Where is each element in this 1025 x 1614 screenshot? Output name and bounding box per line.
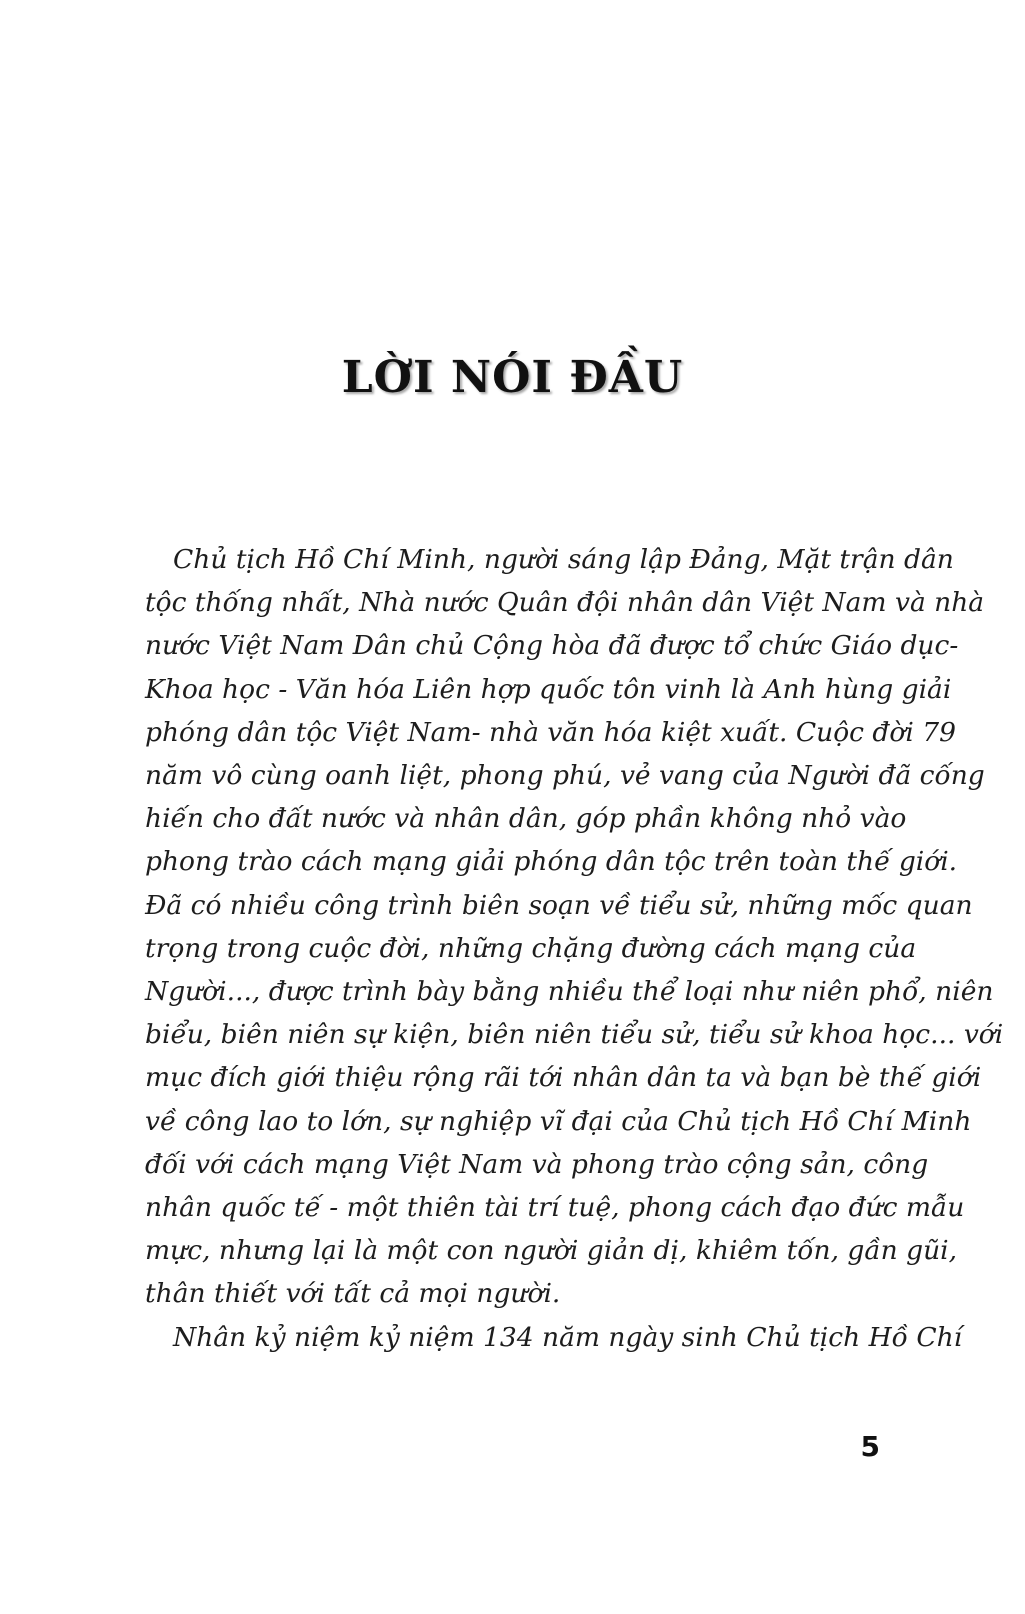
page-number: 5 xyxy=(860,1430,880,1463)
text-line: năm vô cùng oanh liệt, phong phú, vẻ vang của Người đã cống xyxy=(145,760,985,792)
text-line: phóng dân tộc Việt Nam- nhà văn hóa kiệt xuất. Cuộc đời 79 xyxy=(145,716,956,748)
text-line: nhân quốc tế - một thiên tài trí tuệ, phong cách đạo đức mẫu xyxy=(145,1192,965,1224)
text-line: tộc thống nhất, Nhà nước Quân đội nhân dân Việt Nam và nhà xyxy=(145,587,985,619)
text-line: Người..., được trình bày bằng nhiều thể loại như niên phổ, niên xyxy=(145,976,994,1008)
chapter-title: LỜI NÓI ĐẦU xyxy=(341,352,684,403)
body-text xyxy=(145,538,1004,1359)
text-line: về công lao to lớn, sự nghiệp vĩ đại của Chủ tịch Hồ Chí Minh xyxy=(145,1105,972,1137)
text-line: thân thiết với tất cả mọi người. xyxy=(145,1278,561,1310)
text-line: Nhân kỷ niệm kỷ niệm 134 năm ngày sinh Chủ tịch Hồ Chí xyxy=(173,1321,963,1353)
text-line: phong trào cách mạng giải phóng dân tộc trên toàn thế giới. xyxy=(145,846,958,878)
text-line: Khoa học - Văn hóa Liên hợp quốc tôn vinh là Anh hùng giải xyxy=(145,673,952,705)
text-line: mực, nhưng lại là một con người giản dị, khiêm tốn, gần gũi, xyxy=(145,1235,958,1267)
text-line: hiến cho đất nước và nhân dân, góp phần không nhỏ vào xyxy=(145,803,907,835)
text-line: mục đích giới thiệu rộng rãi tới nhân dân ta và bạn bè thế giới xyxy=(145,1062,982,1094)
text-line: trọng trong cuộc đời, những chặng đường cách mạng của xyxy=(145,932,917,964)
text-line: biểu, biên niên sự kiện, biên niên tiểu sử, tiểu sử khoa học... với xyxy=(145,1019,1004,1051)
text-line: Chủ tịch Hồ Chí Minh, người sáng lập Đảng, Mặt trận dân xyxy=(173,544,954,575)
text-line: nước Việt Nam Dân chủ Cộng hòa đã được tổ chức Giáo dục- xyxy=(145,630,959,662)
text-line: Đã có nhiều công trình biên soạn về tiểu sử, những mốc quan xyxy=(145,889,973,921)
text-line: đối với cách mạng Việt Nam và phong trào cộng sản, công xyxy=(145,1148,929,1180)
